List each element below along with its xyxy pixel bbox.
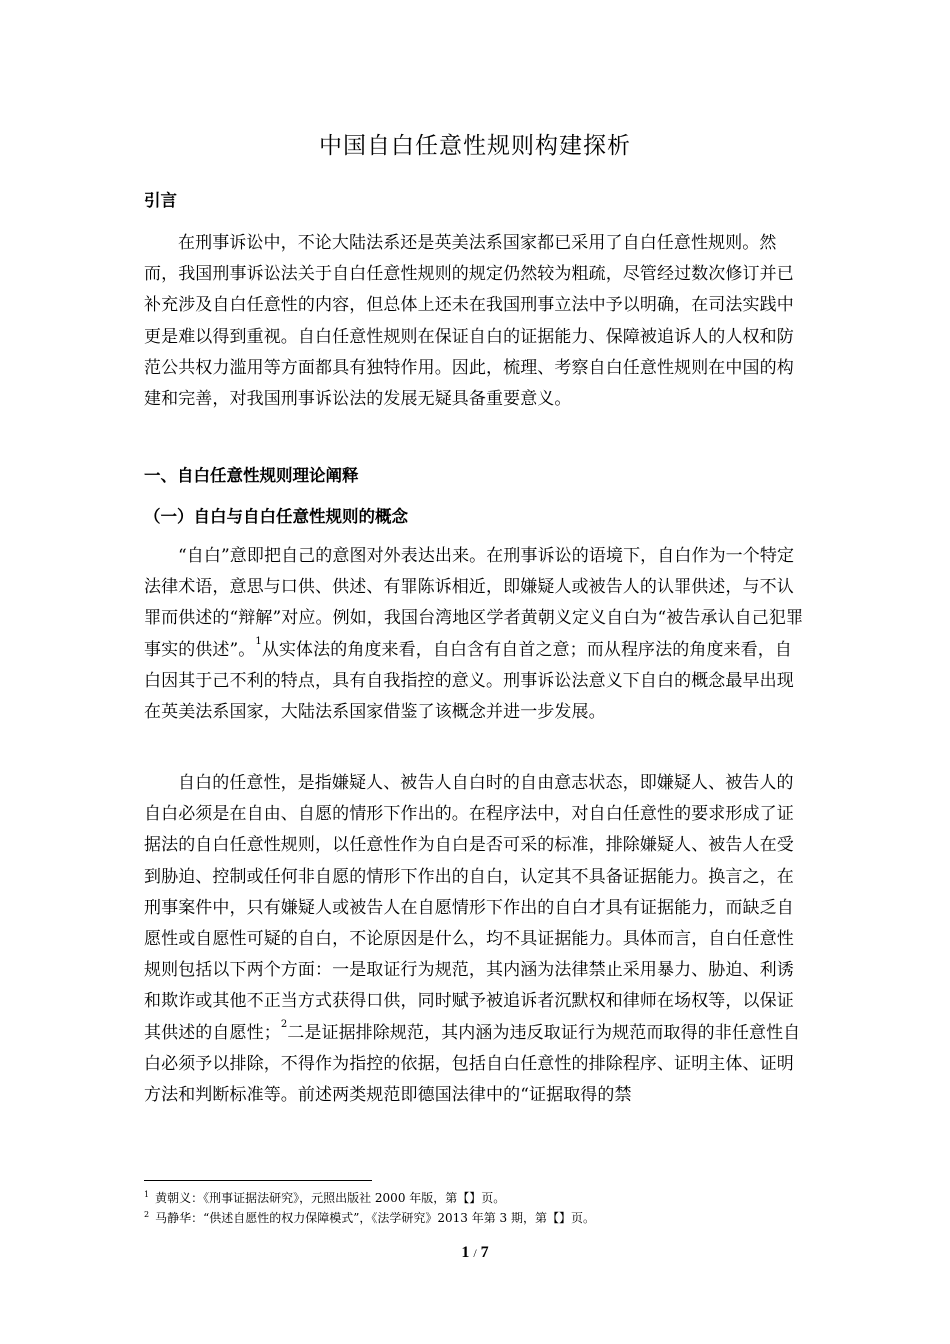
footnote-text: 马静华：“供述自愿性的权力保障模式”，《法学研究》2013 年第 3 期，第【】页。: [155, 1211, 595, 1225]
footnote-number: 1: [144, 1190, 150, 1199]
page-number: [0, 1244, 950, 1262]
footnote-item: [144, 1190, 824, 1206]
paragraph-text: 自白的任意性，是指嫌疑人、被告人自白时的自由意志状态，即嫌疑人、被告人的自白必须是在自由、自愿的情形下作出的。在程序法中，对自白任意性的要求形成了证据法的自白任意性规则，以任意性作为自白是否可采的标准，排除嫌疑人、被告人在受到胁迫、控制或任何非自愿的情形下作出的自白，认定其不具备证据能力。换言之，在刑事案件中，只有嫌疑人或被告人在自愿情形下作出的自白才具有证据能力，而缺乏自愿性或自愿性可疑的自白，不论原因是什么，均不具证据能力。具体而言，自白任意性规则包括以下两个方面：一是取证行为规范，其内涵为法律禁止采用暴力、胁迫、利诱和欺诈或其他不正当方式获得口供，同时赋予被追诉者沉默权和律师在场权等，以保证其供述的自愿性；: [144, 773, 794, 1043]
total-pages: 7: [480, 1244, 489, 1261]
paragraph-text: 从实体法的角度来看，自白含有自首之意；而从程序法的角度来看，自白因其于己不利的特点，具有自我指控的意义。刑事诉讼法意义下自白的概念最早出现在英美法系国家，大陆法系国家借鉴了该概念并进一步发展。: [144, 639, 794, 723]
intro-paragraph: 在刑事诉讼中，不论大陆法系还是英美法系国家都已采用了自白任意性规则。然而，我国刑事诉讼法关于自白任意性规则的规定仍然较为粗疏，尽管经过数次修订并已补充涉及自白任意性的内容，但总体上还未在我国刑事立法中予以明确，在司法实践中更是难以得到重视。自白任意性规则在保证自白的证据能力、保障被追诉人的人权和防范公共权力滥用等方面都具有独特作用。因此，梳理、考察自白任意性规则在中国的构建和完善，对我国刑事诉讼法的发展无疑具备重要意义。: [144, 233, 794, 410]
page-separator: /: [473, 1246, 477, 1260]
current-page: 1: [461, 1244, 470, 1261]
paragraph-voluntariness: [144, 768, 808, 1111]
footnote-ref[interactable]: 2: [280, 1018, 288, 1030]
footnote-separator: [144, 1180, 372, 1181]
section-heading: 一、自白任意性规则理论阐释: [144, 466, 359, 485]
footnote-text: 黄朝义：《刑事证据法研究》，元照出版社 2000 年版，第【】页。: [155, 1191, 506, 1205]
paragraph-text: “自白”意即把自己的意图对外表达出来。在刑事诉讼的语境下，自白作为一个特定法律术语，意思与口供、供述、有罪陈诉相近，即嫌疑人或被告人的认罪供述，与不认罪而供述的“辩解”对应。例如，我国台湾地区学者黄朝义定义自白为“被告承认自己犯罪事实的供述”。: [144, 546, 804, 660]
footnote-number: 2: [144, 1210, 150, 1219]
paragraph-text: 二是证据排除规范，其内涵为违反取证行为规范而取得的非任意性自白必须予以排除，不得作为指控的依据，包括自白任意性的排除程序、证明主体、证明方法和判断标准等。前述两类规范即德国法律中的“证据取得的禁: [144, 1022, 801, 1106]
footnote-ref[interactable]: 1: [255, 635, 262, 647]
document-title: 中国自白任意性规则构建探析: [319, 133, 631, 159]
footnote-item: [144, 1210, 824, 1226]
subsection-heading: （一）自白与自白任意性规则的概念: [144, 507, 408, 526]
paragraph-definition: [144, 541, 808, 728]
intro-heading: 引言: [144, 191, 177, 210]
